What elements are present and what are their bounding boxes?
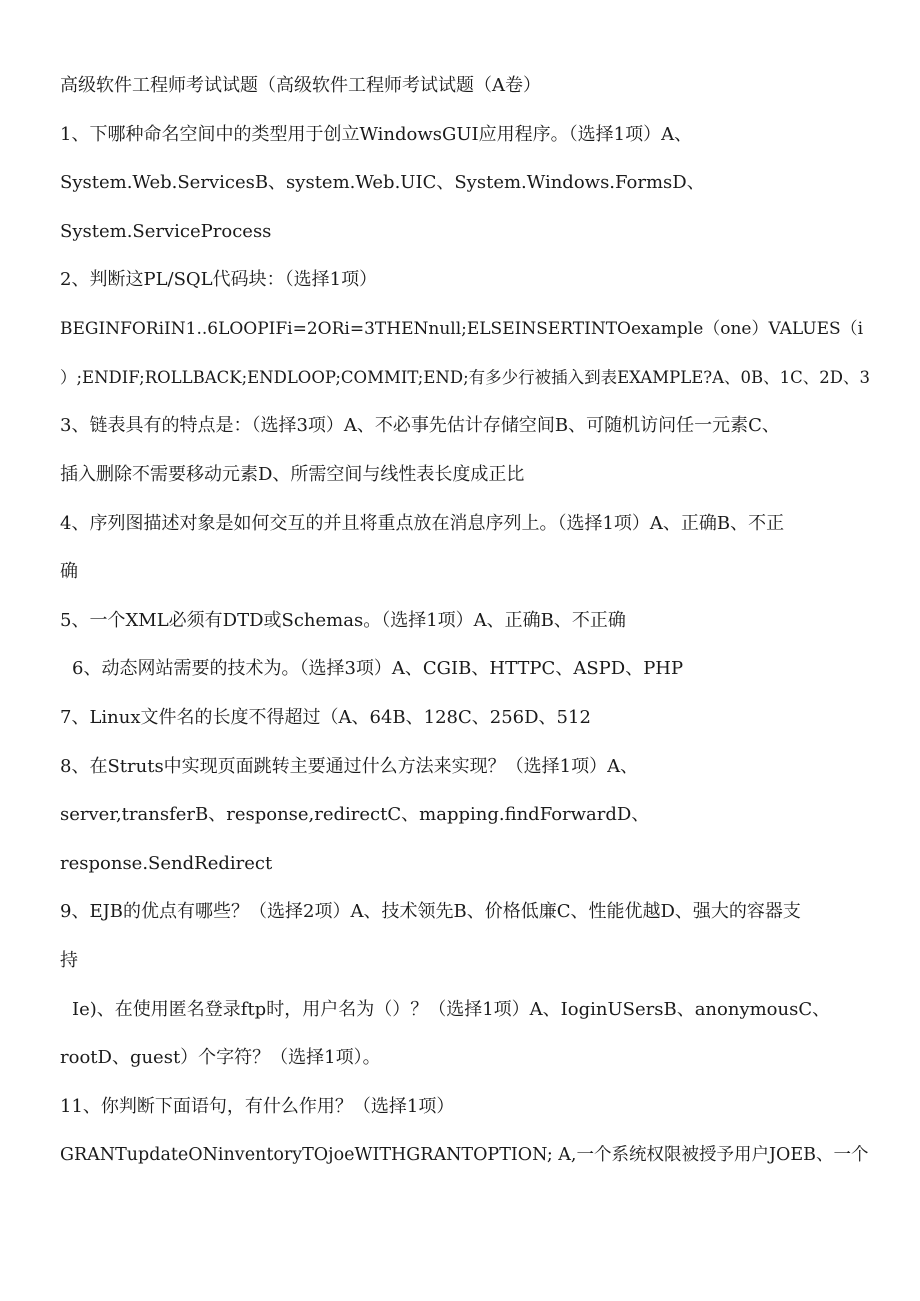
question-line: 6、动态网站需要的技术为。（选择3项）A、CGIB、HTTPC、ASPD、PHP — [72, 658, 684, 679]
question-line: 插入删除不需要移动元素D、所需空间与线性表长度成正比 — [60, 464, 525, 485]
question-line: System.Web.ServicesB、system.Web.UIC、System.Windows.FormsD、 — [60, 172, 705, 193]
question-line: 2、判断这PL/SQL代码块：（选择1项） — [60, 269, 378, 290]
question-line: 1、下哪种命名空间中的类型用于创立WindowsGUI应用程序。（选择1项）A、 — [60, 124, 693, 145]
question-line: response.SendRedirect — [60, 853, 273, 874]
question-line: ）;ENDIF;ROLLBACK;ENDLOOP;COMMIT;END;有多少行被插入到表EXAMPLE?A、0B、1C、2D、3 — [60, 368, 870, 387]
question-line: 持 — [60, 950, 78, 971]
question-line: GRANTupdateONinventoryTOjoeWITHGRANTOPTION; A,一个系统权限被授予用户JOEB、一个 — [60, 1145, 869, 1165]
question-line: 3、链表具有的特点是：（选择3项）A、不必事先估计存储空间B、可随机访问任一元素C、 — [60, 415, 780, 436]
question-line: BEGINFORiIN1..6LOOPIFi=2ORi=3THENnull;ELSEINSERTINTOexample（one）VALUES（i — [60, 319, 864, 339]
question-line: server,transferB、response,redirectC、mapping.findForwardD、 — [60, 804, 650, 825]
question-line: Ie)、在使用匿名登录ftp时，用户名为（）？（选择1项）A、IoginUSersB、anonymousC、 — [72, 999, 831, 1020]
question-line: rootD、guest）个字符？（选择1项）。 — [60, 1047, 381, 1068]
question-line: 11、你判断下面语句，有什么作用？（选择1项） — [60, 1096, 455, 1117]
question-line: 8、在Struts中实现页面跳转主要通过什么方法来实现？（选择1项）A、 — [60, 756, 639, 777]
document-title: 高级软件工程师考试试题（高级软件工程师考试试题（A卷） — [60, 75, 541, 96]
question-line: System.ServiceProcess — [60, 221, 272, 242]
question-line: 确 — [60, 561, 78, 582]
question-line: 7、Linux文件名的长度不得超过（A、64B、128C、256D、512 — [60, 707, 591, 728]
question-line: 9、EJB的优点有哪些？（选择2项）A、技术领先B、价格低廉C、性能优越D、强大的容器支 — [60, 901, 801, 922]
question-line: 4、序列图描述对象是如何交互的并且将重点放在消息序列上。（选择1项）A、正确B、不正 — [60, 513, 785, 534]
question-line: 5、一个XML必须有DTD或Schemas。（选择1项）A、正确B、不正确 — [60, 610, 626, 631]
